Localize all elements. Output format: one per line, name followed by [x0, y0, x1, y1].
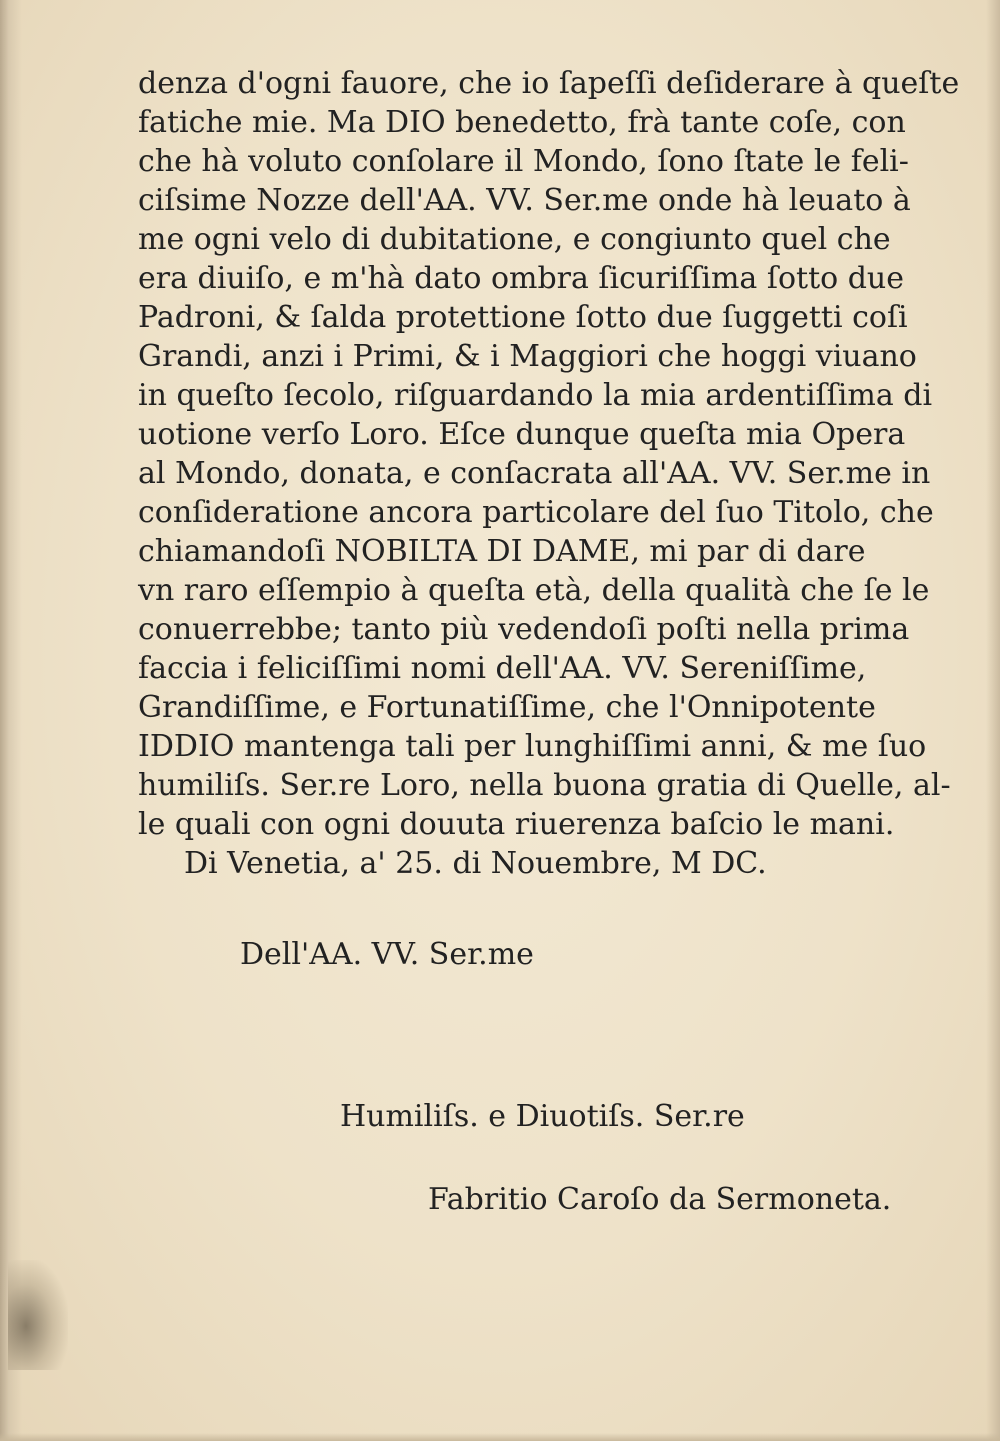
author-signature: Fabritio Caroſo da Sermoneta. [428, 1182, 892, 1217]
dateline: Di Venetia, a' 25. di Nouembre, M DC. [184, 846, 767, 881]
body-line: ciſsime Nozze dell'AA. VV. Ser.me onde hà leuato à [138, 183, 911, 218]
page-right-edge-shadow [986, 0, 1000, 1441]
body-line: me ogni velo di dubitatione, e congiunto quel che [138, 222, 891, 257]
body-line: era diuiſo, e m'hà dato ombra ſicuriſſima ſotto due [138, 261, 904, 296]
servant-title: Humiliſs. e Diuotiſs. Ser.re [340, 1099, 745, 1134]
body-line: chiamandoſi NOBILTA DI DAME, mi par di dare [138, 534, 866, 569]
body-line: IDDIO mantenga tali per lunghiſſimi anni, & me ſuo [138, 729, 927, 764]
dedication-body [138, 64, 960, 883]
body-line: Padroni, & ſalda protettione ſotto due ſuggetti coſi [138, 300, 908, 335]
body-line: le quali con ogni douuta riuerenza baſcio le mani. [138, 807, 895, 842]
page-left-edge-shadow [0, 0, 22, 1441]
body-line: conſideratione ancora particolare del ſuo Titolo, che [138, 495, 934, 530]
body-line: Grandi, anzi i Primi, & i Maggiori che hoggi viuano [138, 339, 917, 374]
closing-salutation: Dell'AA. VV. Ser.me [240, 937, 534, 972]
body-line: al Mondo, donata, e conſacrata all'AA. VV. Ser.me in [138, 456, 931, 491]
ink-stain [8, 1260, 68, 1370]
body-line: uotione verſo Loro. Eſce dunque queſta mia Opera [138, 417, 906, 452]
body-line: denza d'ogni fauore, che io ſapeſſi deſiderare à queſte [138, 66, 960, 101]
body-line: che hà voluto conſolare il Mondo, ſono ſtate le feli- [138, 144, 909, 179]
page-bottom-edge-shadow [0, 1433, 1000, 1441]
body-line: conuerrebbe; tanto più vedendoſi poſti nella prima [138, 612, 910, 647]
body-line: vn raro eſſempio à queſta età, della qualità che ſe le [138, 573, 930, 608]
body-line: fatiche mie. Ma DIO benedetto, frà tante coſe, con [138, 105, 906, 140]
body-line: Grandiſſime, e Fortunatiſſime, che l'Onnipotente [138, 690, 876, 725]
body-line: in queſto ſecolo, riſguardando la mia ardentiſſima di [138, 378, 933, 413]
body-line: faccia i feliciſſimi nomi dell'AA. VV. Sereniſſime, [138, 651, 867, 686]
body-line: humiliſs. Ser.re Loro, nella buona gratia di Quelle, al- [138, 768, 951, 803]
